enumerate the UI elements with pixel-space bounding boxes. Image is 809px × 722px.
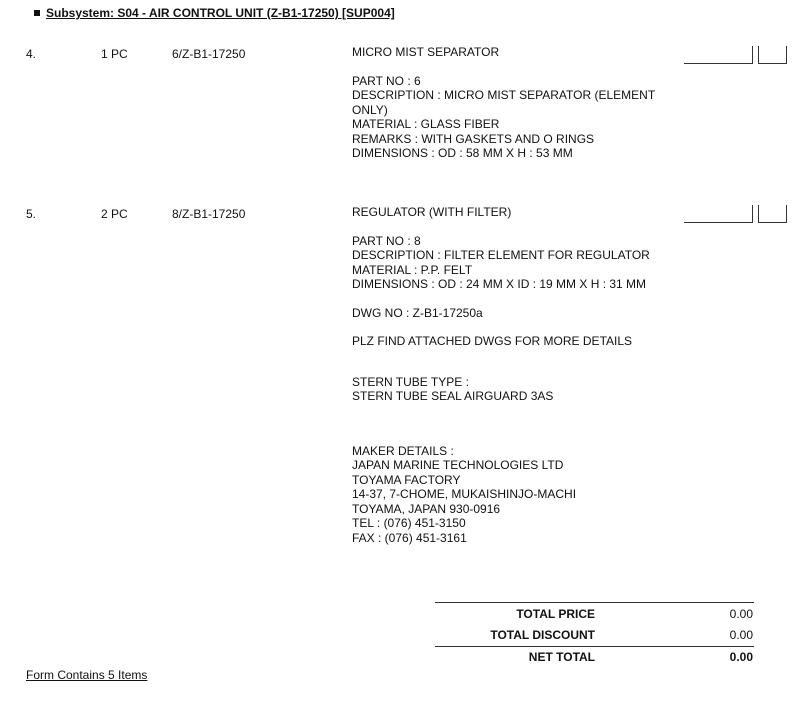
- subsystem-title: Subsystem: S04 - AIR CONTROL UNIT (Z-B1-17250) [SUP004]: [46, 6, 395, 20]
- item-detail: MATERIAL : GLASS FIBER: [352, 117, 500, 131]
- total-discount-value: 0.00: [729, 628, 753, 642]
- item-detail: REMARKS : WITH GASKETS AND O RINGS: [352, 131, 595, 146]
- form-item-count: Form Contains 5 Items: [26, 668, 148, 682]
- item-quantity: 1 PC: [101, 47, 128, 61]
- item-description-block: [352, 45, 682, 161]
- total-discount-label: TOTAL DISCOUNT: [490, 628, 595, 642]
- maker-line: TOYAMA, JAPAN 930-0916: [352, 501, 501, 516]
- maker-line: TOYAMA FACTORY: [352, 472, 461, 487]
- maker-line: MAKER DETAILS :: [352, 443, 454, 458]
- item-note: PLZ FIND ATTACHED DWGS FOR MORE DETAILS: [352, 334, 633, 348]
- totals-mid-rule: [435, 646, 754, 647]
- item-reference: 6/Z-B1-17250: [172, 47, 246, 61]
- item-reference: 8/Z-B1-17250: [172, 207, 246, 221]
- item-number: 4.: [26, 47, 37, 61]
- totals-top-rule: [435, 602, 754, 603]
- item-detail: DIMENSIONS : OD : 24 MM X ID : 19 MM X H : 31 MM: [352, 277, 647, 291]
- item-detail: DIMENSIONS : OD : 58 MM X H : 53 MM: [352, 146, 573, 160]
- subsystem-header: [34, 6, 395, 20]
- item-name: MICRO MIST SEPARATOR: [352, 45, 500, 59]
- maker-line: JAPAN MARINE TECHNOLOGIES LTD: [352, 458, 564, 472]
- item-detail: PART NO : 8: [352, 233, 421, 248]
- total-price-label: TOTAL PRICE: [516, 607, 595, 621]
- item-description-block: [352, 205, 682, 545]
- mark-entry-box[interactable]: [758, 46, 787, 64]
- price-entry-box[interactable]: [684, 46, 753, 64]
- net-total-value: 0.00: [729, 650, 753, 664]
- price-entry-box[interactable]: [684, 205, 753, 223]
- item-detail: PART NO : 6: [352, 73, 421, 88]
- item-detail: DESCRIPTION : MICRO MIST SEPARATOR (ELEMENT ONLY): [352, 88, 655, 117]
- stern-tube-line: STERN TUBE SEAL AIRGUARD 3AS: [352, 389, 554, 403]
- dwg-number: DWG NO : Z-B1-17250a: [352, 305, 483, 320]
- bullet-icon: [34, 10, 40, 16]
- maker-line: TEL : (076) 451-3150: [352, 516, 466, 530]
- item-quantity: 2 PC: [101, 207, 128, 221]
- mark-entry-box[interactable]: [758, 205, 787, 223]
- item-name: REGULATOR (WITH FILTER): [352, 205, 512, 219]
- item-number: 5.: [26, 207, 37, 221]
- stern-tube-line: STERN TUBE TYPE :: [352, 374, 469, 389]
- item-detail: DESCRIPTION : FILTER ELEMENT FOR REGULATOR: [352, 248, 650, 262]
- total-price-value: 0.00: [729, 607, 753, 621]
- net-total-label: NET TOTAL: [528, 650, 595, 664]
- maker-line: 14-37, 7-CHOME, MUKAISHINJO-MACHI: [352, 487, 577, 501]
- item-detail: MATERIAL : P.P. FELT: [352, 262, 473, 277]
- maker-line: FAX : (076) 451-3161: [352, 530, 467, 545]
